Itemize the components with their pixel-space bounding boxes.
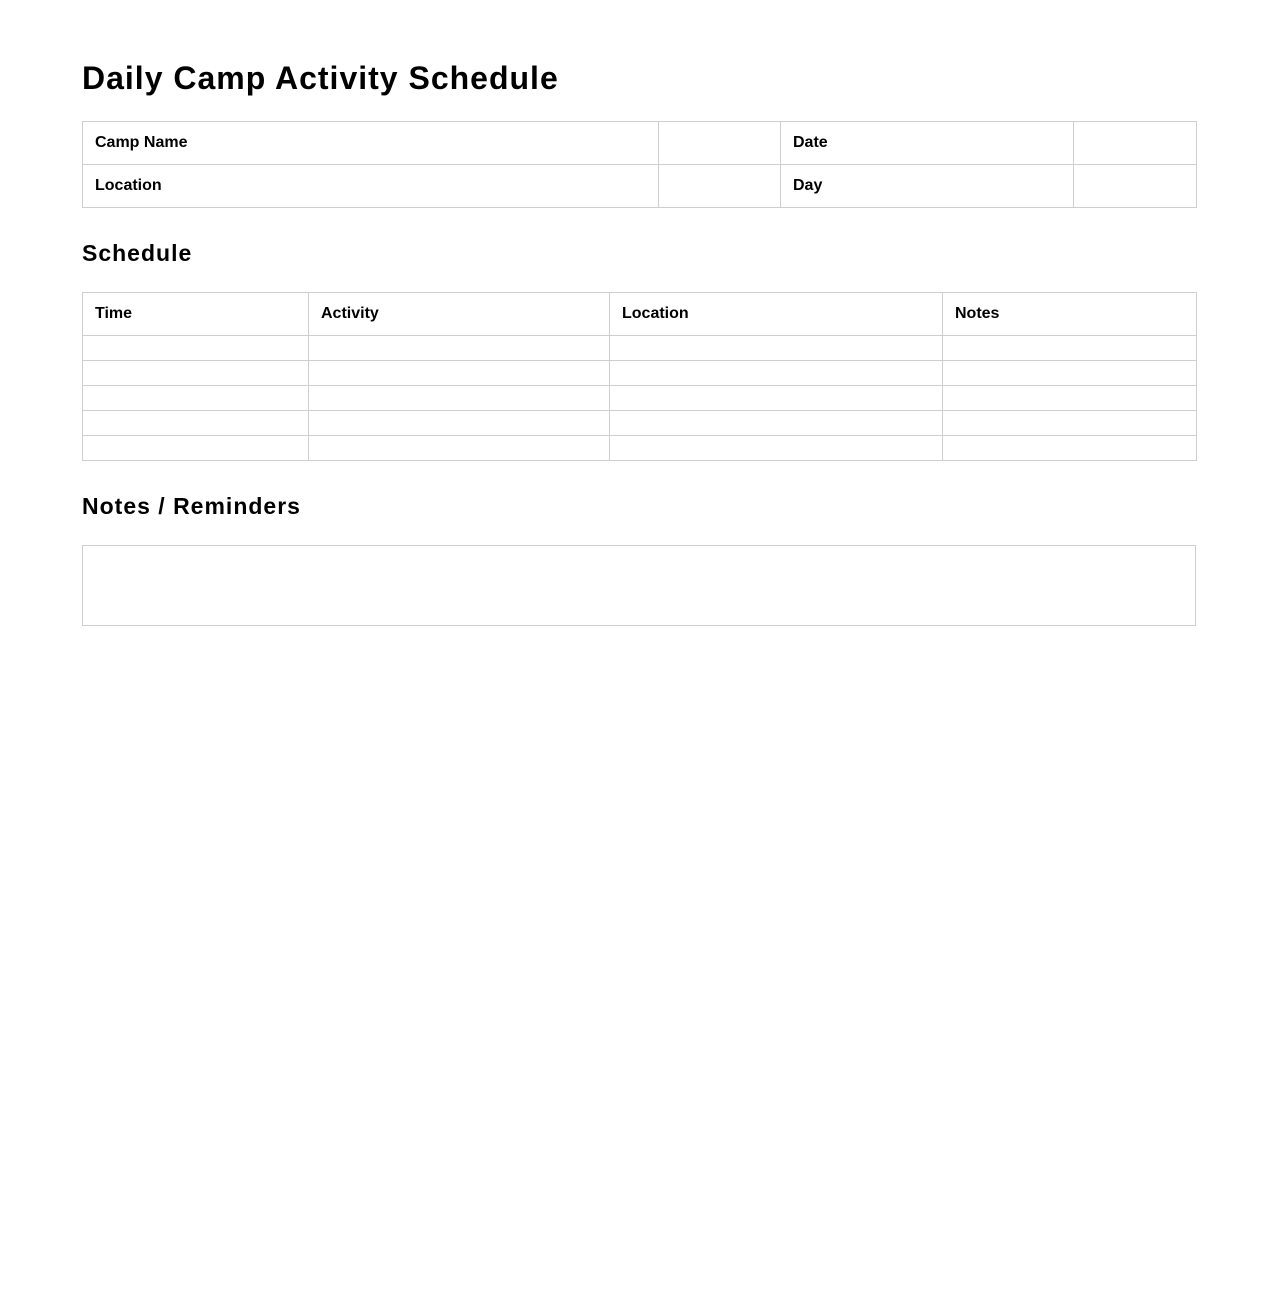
info-row-camp-name: [83, 122, 1197, 165]
notes-cell[interactable]: [943, 436, 1197, 461]
date-field[interactable]: [1074, 122, 1197, 165]
time-cell[interactable]: [83, 436, 309, 461]
notes-cell[interactable]: [943, 411, 1197, 436]
notes-heading: Notes / Reminders: [82, 493, 301, 519]
time-cell[interactable]: [83, 361, 309, 386]
location-cell[interactable]: [610, 436, 943, 461]
column-header-time: Time: [83, 293, 309, 336]
location-cell[interactable]: [610, 361, 943, 386]
column-header-location: Location: [610, 293, 943, 336]
table-row: [83, 411, 1197, 436]
notes-cell[interactable]: [943, 386, 1197, 411]
activity-cell[interactable]: [309, 411, 610, 436]
schedule-heading: Schedule: [82, 240, 193, 266]
time-cell[interactable]: [83, 386, 309, 411]
schedule-table: [82, 292, 1197, 461]
notes-box[interactable]: [82, 545, 1196, 626]
location-cell[interactable]: [610, 336, 943, 361]
location-cell[interactable]: [610, 386, 943, 411]
table-row: [83, 436, 1197, 461]
table-row: [83, 386, 1197, 411]
column-header-notes: Notes: [943, 293, 1197, 336]
column-header-activity: Activity: [309, 293, 610, 336]
camp-name-label: Camp Name: [83, 122, 659, 165]
activity-cell[interactable]: [309, 336, 610, 361]
schedule-header-row: [83, 293, 1197, 336]
activity-cell[interactable]: [309, 436, 610, 461]
notes-cell[interactable]: [943, 361, 1197, 386]
camp-info-table: [82, 121, 1197, 208]
day-field[interactable]: [1074, 165, 1197, 208]
info-row-location: [83, 165, 1197, 208]
camp-name-field[interactable]: [659, 122, 781, 165]
day-label: Day: [781, 165, 1074, 208]
table-row: [83, 361, 1197, 386]
page-title: Daily Camp Activity Schedule: [82, 60, 559, 96]
activity-cell[interactable]: [309, 386, 610, 411]
time-cell[interactable]: [83, 411, 309, 436]
date-label: Date: [781, 122, 1074, 165]
location-field[interactable]: [659, 165, 781, 208]
activity-cell[interactable]: [309, 361, 610, 386]
table-row: [83, 336, 1197, 361]
location-cell[interactable]: [610, 411, 943, 436]
notes-cell[interactable]: [943, 336, 1197, 361]
location-label: Location: [83, 165, 659, 208]
time-cell[interactable]: [83, 336, 309, 361]
